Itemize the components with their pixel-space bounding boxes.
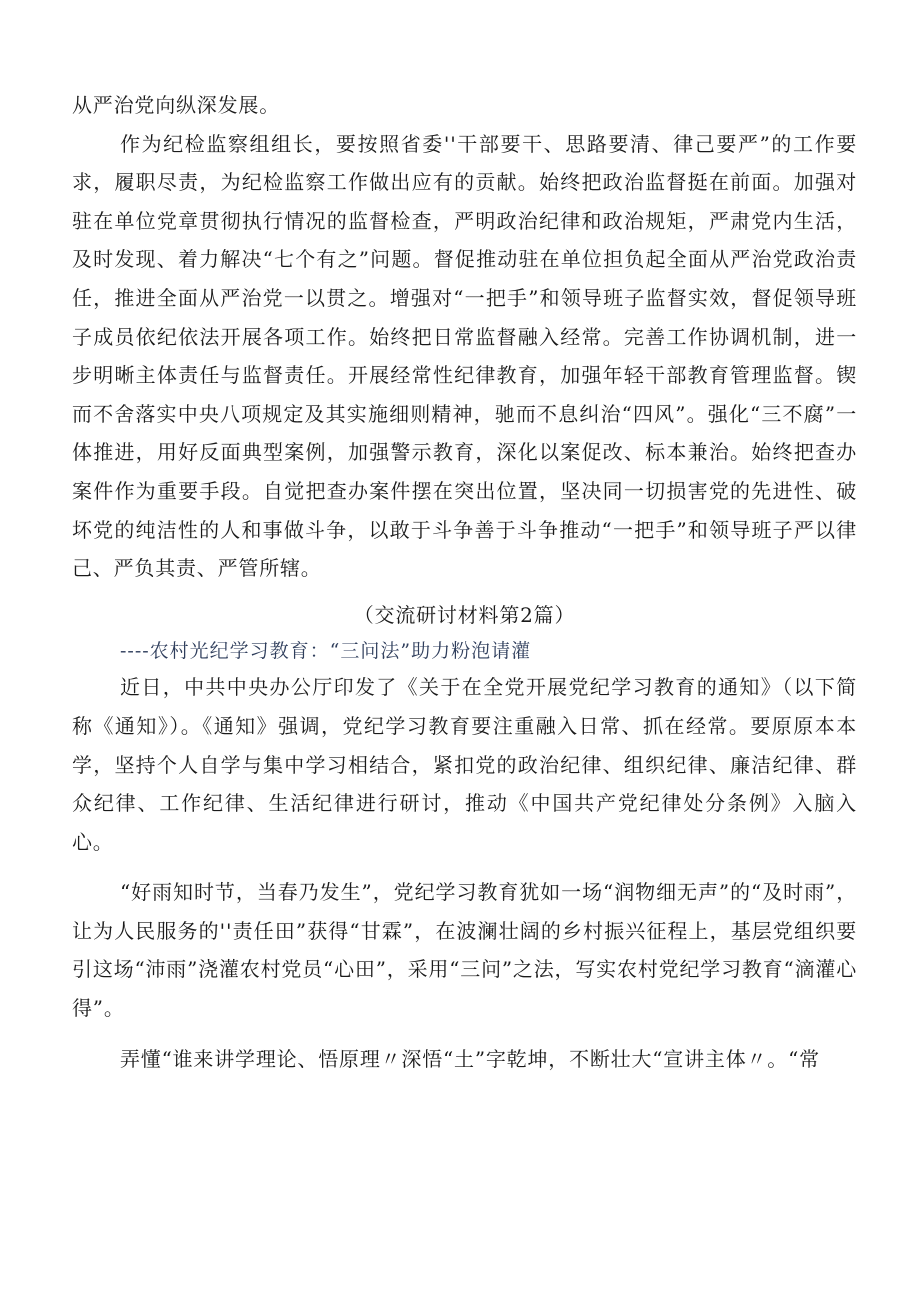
spacer: [72, 588, 857, 592]
paragraph-who-teaches: 弄懂“谁来讲学理论、悟原理〃深悟“土”字乾坤，不断壮大“宣讲主体〃。“常: [120, 1046, 820, 1071]
paragraph-supervision: 作为纪检监察组组长，要按照省委''干部要干、思路要清、律己要严”的工作要求，履职尽责，为纪检监察工作做出应有的贡献。始终把政治监督挺在前面。加强对驻在单位党章贯彻执行情况的监督检查，严明政治纪律和政治规矩，严肃党内生活，及时发现、着力解决“七个有之”问题。督促推动驻在单位担负起全面从严治党政治责任，推进全面从严治党一以贯之。增强对“一把手”和领导班子监督实效，督促领导班子成员依纪依法开展各项工作。始终把日常监督融入经常。完善工作协调机制，进一步明晰主体责任与监督责任。开展经常性纪律教育，加强年轻干部教育管理监督。锲而不舍落实中央八项规定及其实施细则精神，驰而不息纠治“四风”。强化“三不腐”一体推进，用好反面典型案例，加强警示教育，深化以案促改、标本兼治。始终把查办案件作为重要手段。自觉把查办案件摆在突出位置，坚决同一切损害党的先进性、破坏党的纯洁性的人和事做斗争，以敢于斗争善于斗争推动“一把手”和领导班子严以律己、严负其责、严管所辖。: [72, 131, 857, 581]
spacer: [72, 861, 857, 873]
paragraph-rain: “好雨知时节，当春乃发生”，党纪学习教育犹如一场“润物细无声”的“及时雨”，让为人民服务的''责任田”获得“甘霖”，在波澜壮阔的乡村振兴征程上，基层党组织要引这场“沛雨”浇灌农村党员“心田”，采用“三问”之法，写实农村党纪学习教育“滴灌心得”。: [72, 880, 857, 1021]
section-subtitle: ----农村光纪学习教育：“三问法”助力粉泡请灌: [120, 640, 532, 663]
document-page: [72, 86, 857, 1078]
paragraph-continuation: 从严治党向纵深发展。: [72, 93, 280, 117]
paragraph-notice: 近日，中共中央办公厅印发了《关于在全党开展党纪学习教育的通知》（以下简称《通知》）。《通知》强调，党纪学习教育要注重融入日常、抓在经常。要原原本本学，坚持个人自学与集中学习相结合，紧扣党的政治纪律、组织纪律、廉洁纪律、群众纪律、工作纪律、生活纪律进行研讨，推动《中国共产党纪律处分条例》入脑入心。: [72, 675, 857, 854]
spacer: [72, 1028, 857, 1040]
section-title: （交流研讨材料第2篇）: [353, 602, 576, 627]
